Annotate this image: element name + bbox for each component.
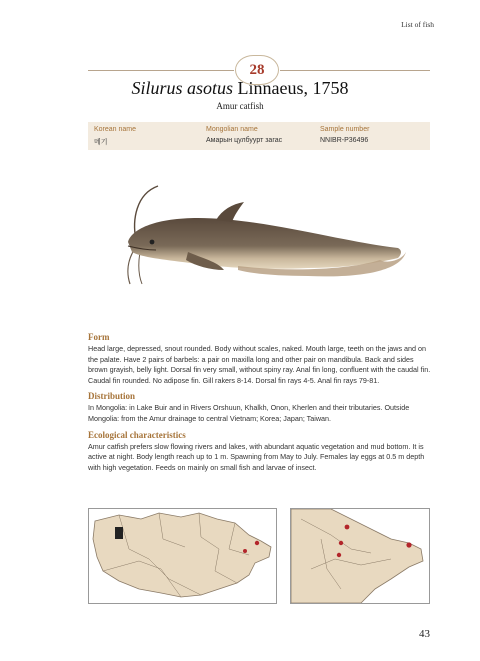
common-name: Amur catfish	[216, 101, 264, 111]
sample-number-value: NNIBR-P36496	[320, 137, 369, 144]
mongolian-name-value: Амарын цулбуурт загас	[206, 137, 283, 144]
form-heading: Form	[88, 332, 110, 342]
distribution-text: In Mongolia: in Lake Buir and in Rivers Orshuun, Khalkh, Onon, Kherlen and their tributaries. Outside Mongolia: from the Amur drainage to central Vietnam; Korea; Japan; Taiwan.	[88, 403, 410, 423]
sample-point	[243, 549, 247, 553]
sample-point	[345, 525, 350, 530]
entry-number: 28	[235, 55, 279, 85]
sample-point	[337, 553, 341, 557]
sample-point	[255, 541, 259, 545]
title-rule-right	[280, 70, 430, 71]
mongolia-distribution-map	[88, 508, 277, 604]
sample-point	[339, 541, 343, 545]
mongolia-map-drawing	[89, 509, 276, 603]
info-box	[88, 122, 430, 150]
detail-map-drawing	[291, 509, 429, 603]
form-text: Head large, depressed, snout rounded. Body without scales, naked. Mouth large, teeth on the jaws and on the palate. Have 2 pairs of barbels: a pair on maxilla long and other pair on mandibula. Back and sides brown grayish, belly light. Dorsal fin very small, without spiny ray. Anal fin long, confluent with the caudal fin. Caudal fin rounded. No adipose fin. Gill rakers 8-14. Dorsal fin rays 4-5. Anal fin rays 79-81.	[88, 344, 431, 385]
korean-name-col	[94, 126, 136, 147]
species-title	[0, 78, 480, 99]
catfish-photo	[118, 180, 408, 290]
sample-number-col	[320, 126, 369, 144]
mongolian-name-label: Mongolian name	[206, 126, 258, 133]
sample-number-label: Sample number	[320, 126, 370, 133]
scientific-name: Silurus asotus	[131, 78, 234, 98]
sample-point	[406, 542, 411, 547]
page-number: 43	[419, 628, 430, 640]
korean-name-label: Korean name	[94, 126, 137, 133]
title-rule-left	[88, 70, 234, 71]
lake-mark	[115, 527, 123, 539]
eastern-mongolia-detail-map	[290, 508, 430, 604]
mongolian-name-col	[206, 126, 282, 144]
species-description	[88, 332, 432, 478]
species-author: Linnaeus, 1758	[237, 78, 349, 98]
distribution-heading: Distribution	[88, 391, 136, 402]
korean-name-value: 메기	[94, 139, 108, 146]
running-header: List of fish	[401, 20, 434, 29]
ecology-heading: Ecological characteristics	[88, 429, 186, 440]
ecology-text: Amur catfish prefers slow flowing rivers and lakes, with abundant aquatic vegetation and mud bottom. It is active at night. Body length reach up to 1 m. Spawning from May to July. Females lay eggs at 0.5 m depth with high vegetation. Feeds on mainly on small fish and larvae of insect.	[88, 441, 425, 472]
